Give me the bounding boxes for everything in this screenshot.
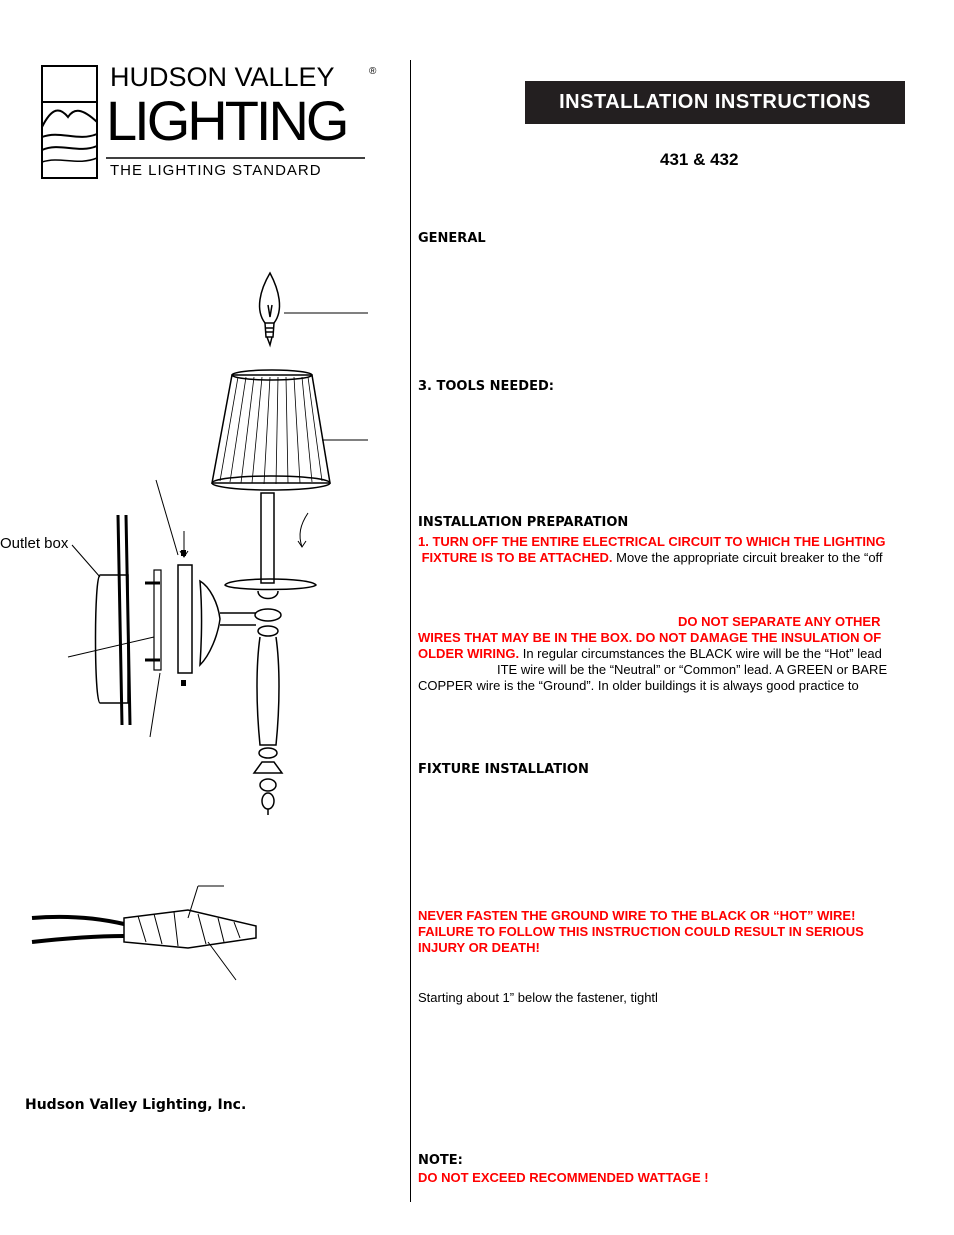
registered-mark: ®: [369, 66, 377, 77]
wire-taping-diagram: [28, 880, 268, 990]
backplate-illustration: [178, 565, 192, 673]
outlet-box-leader: [72, 545, 100, 577]
model-number: 431 & 432: [660, 150, 739, 169]
prep-text-line5: In regular circumstances the BLACK wire will be the “Hot” lead: [519, 646, 882, 661]
heading-general: GENERAL: [418, 231, 486, 246]
prep-warning-line2: FIXTURE IS TO BE ATTACHED.: [418, 550, 613, 565]
prep-warning-line3: DO NOT SEPARATE ANY OTHER: [678, 614, 881, 629]
prep-text-line7: COPPER wire is the “Ground”. In older buildings it is always good practice to: [418, 678, 859, 693]
ground-warning-line1: NEVER FASTEN THE GROUND WIRE TO THE BLACK OR “HOT” WIRE!: [418, 908, 856, 923]
shade-illustration: [212, 370, 330, 490]
prep-line2: [418, 550, 883, 566]
logo-tagline: THE LIGHTING STANDARD: [110, 162, 322, 179]
prep-line5: [418, 646, 882, 662]
fixture-exploded-diagram: [60, 265, 380, 825]
crossbar-illustration: [154, 570, 161, 670]
page-title-banner: INSTALLATION INSTRUCTIONS: [525, 81, 905, 124]
company-name: Hudson Valley Lighting, Inc.: [25, 1097, 247, 1113]
ground-warning-line2: FAILURE TO FOLLOW THIS INSTRUCTION COULD RESULT IN SERIOUS: [418, 924, 864, 939]
heading-fixture: FIXTURE INSTALLATION: [418, 762, 589, 777]
logo-brand-main: LIGHTING: [106, 89, 347, 152]
column-divider: [410, 60, 411, 1202]
ground-warning-line3: INJURY OR DEATH!: [418, 940, 540, 955]
prep-warning-line5: OLDER WIRING.: [418, 646, 520, 661]
bulb-illustration: [260, 273, 280, 345]
heading-tools: 3. TOOLS NEEDED:: [418, 379, 554, 394]
heading-note: NOTE:: [418, 1153, 463, 1168]
prep-text-line6: ITE wire will be the “Neutral” or “Common” lead. A GREEN or BARE: [497, 662, 888, 677]
heading-prep: INSTALLATION PREPARATION: [418, 515, 629, 530]
prep-warning-line4: WIRES THAT MAY BE IN THE BOX. DO NOT DAMAGE THE INSULATION OF: [418, 630, 882, 645]
outlet-box-label: Outlet box: [0, 535, 69, 552]
prep-warning-line1: 1. TURN OFF THE ENTIRE ELECTRICAL CIRCUIT TO WHICH THE LIGHTING: [418, 534, 886, 549]
outlet-box-illustration: [96, 515, 131, 725]
logo-brand-top: HUDSON VALLEY: [110, 62, 335, 92]
note-warning: DO NOT EXCEED RECOMMENDED WATTAGE !: [418, 1170, 709, 1185]
starting-text: Starting about 1” below the fastener, tightl: [418, 990, 658, 1005]
prep-text-line2: Move the appropriate circuit breaker to the “off: [612, 550, 883, 565]
